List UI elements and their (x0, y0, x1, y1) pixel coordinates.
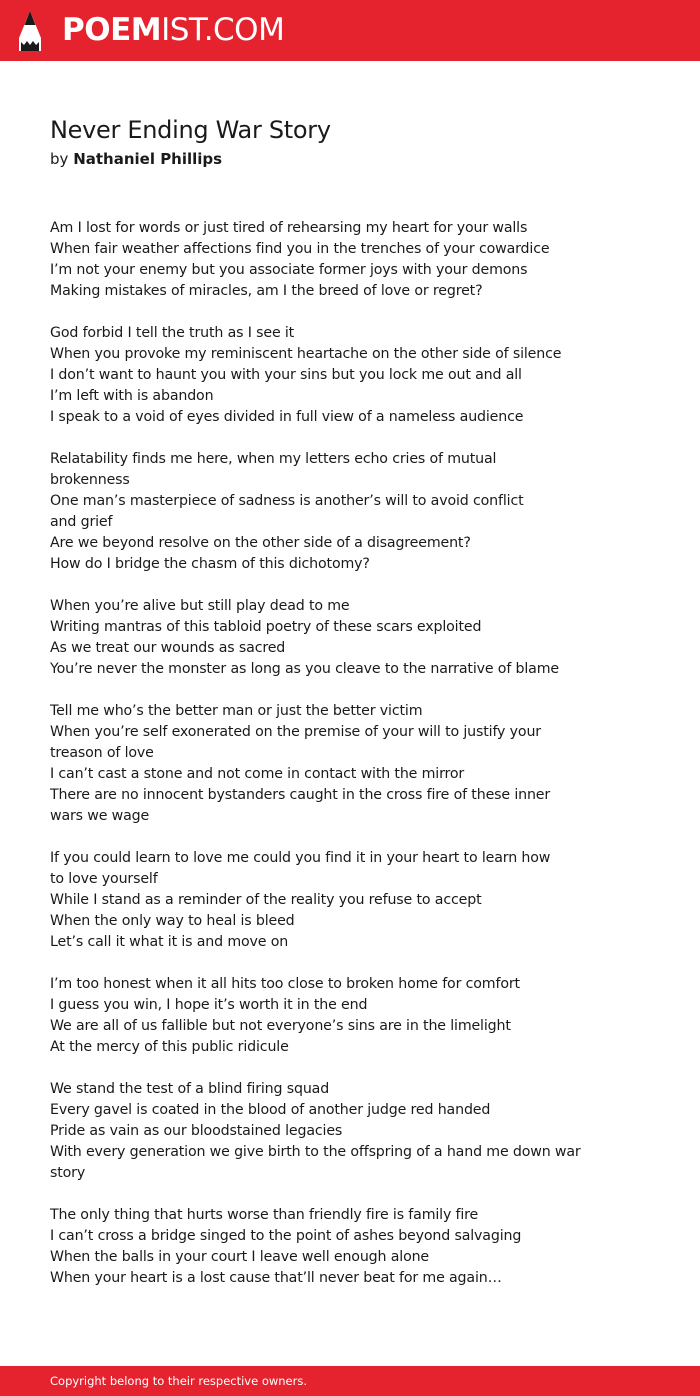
poem-line: treason of love (50, 745, 154, 761)
poem-stanza (50, 1079, 640, 1184)
logo-text-light: IST.COM (161, 12, 285, 48)
poem-line: story (50, 1165, 86, 1181)
poem-stanza (50, 596, 640, 680)
poem-stanza (50, 848, 640, 953)
poem-line: God forbid I tell the truth as I see it (50, 325, 295, 341)
poem-line: If you could learn to love me could you find it in your heart to learn how (50, 850, 551, 866)
poem-line: With every generation we give birth to the offspring of a hand me down war (50, 1144, 581, 1160)
poem-line: One man’s masterpiece of sadness is another’s will to avoid conflict (50, 493, 524, 509)
poem-line: I can’t cross a bridge singed to the point of ashes beyond salvaging (50, 1228, 522, 1244)
poem-stanza (50, 701, 640, 827)
poem-body (50, 218, 640, 1310)
poem-line: I’m not your enemy but you associate former joys with your demons (50, 262, 528, 278)
poem-line: When the only way to heal is bleed (50, 913, 295, 929)
poem-stanza (50, 218, 640, 302)
poem-line: wars we wage (50, 808, 150, 824)
poem-line: brokenness (50, 472, 130, 488)
poem-line: Pride as vain as our bloodstained legacies (50, 1123, 343, 1139)
site-footer (0, 1366, 700, 1396)
poem-line: Are we beyond resolve on the other side of a disagreement? (50, 535, 471, 551)
poem-line: When the balls in your court I leave well enough alone (50, 1249, 430, 1265)
poem-line: Every gavel is coated in the blood of another judge red handed (50, 1102, 491, 1118)
poem-title: Never Ending War Story (50, 116, 331, 144)
poem-line: I don’t want to haunt you with your sins but you lock me out and all (50, 367, 522, 383)
poem-stanza (50, 449, 640, 575)
poem-line: Writing mantras of this tabloid poetry of these scars exploited (50, 619, 482, 635)
poem-line: Let’s call it what it is and move on (50, 934, 289, 950)
poem-stanza (50, 323, 640, 428)
poem-stanza (50, 1205, 640, 1289)
poem-line: While I stand as a reminder of the reality you refuse to accept (50, 892, 482, 908)
poem-line: At the mercy of this public ridicule (50, 1039, 289, 1055)
poem-line: How do I bridge the chasm of this dichotomy? (50, 556, 370, 572)
pencil-tip-icon[interactable] (18, 10, 42, 52)
byline (50, 147, 222, 171)
poem-line: to love yourself (50, 871, 158, 887)
poem-line: When your heart is a lost cause that’ll never beat for me again… (50, 1270, 502, 1286)
poem-line: I’m too honest when it all hits too close to broken home for comfort (50, 976, 520, 992)
poem-line: I’m left with is abandon (50, 388, 214, 404)
poem-line: When fair weather affections find you in the trenches of your cowardice (50, 241, 550, 257)
poem-line: Relatability finds me here, when my letters echo cries of mutual (50, 451, 497, 467)
by-label: by (50, 150, 69, 168)
poem-line: There are no innocent bystanders caught in the cross fire of these inner (50, 787, 551, 803)
poem-line: We are all of us fallible but not everyone’s sins are in the limelight (50, 1018, 511, 1034)
poem-line: When you provoke my reminiscent heartache on the other side of silence (50, 346, 562, 362)
poem-line: Tell me who’s the better man or just the better victim (50, 703, 423, 719)
poem-line: When you’re self exonerated on the premise of your will to justify your (50, 724, 541, 740)
author-name: Nathaniel Phillips (73, 150, 223, 168)
poem-line: Am I lost for words or just tired of rehearsing my heart for your walls (50, 220, 528, 236)
poem-line: and grief (50, 514, 113, 530)
logo-text-bold: POEM (62, 12, 162, 48)
poem-line: I speak to a void of eyes divided in full view of a nameless audience (50, 409, 524, 425)
poem-line: Making mistakes of miracles, am I the breed of love or regret? (50, 283, 483, 299)
poem-line: When you’re alive but still play dead to me (50, 598, 350, 614)
site-logo[interactable] (62, 12, 284, 48)
copyright-notice: Copyright belong to their respective owners. (50, 1374, 308, 1388)
poem-line: I guess you win, I hope it’s worth it in the end (50, 997, 368, 1013)
poem-line: I can’t cast a stone and not come in contact with the mirror (50, 766, 465, 782)
poem-line: As we treat our wounds as sacred (50, 640, 286, 656)
site-header (0, 0, 700, 61)
poem-line: We stand the test of a blind firing squad (50, 1081, 330, 1097)
poem-stanza (50, 974, 640, 1058)
poem-line: You’re never the monster as long as you cleave to the narrative of blame (50, 661, 559, 677)
poem-line: The only thing that hurts worse than friendly fire is family fire (50, 1207, 479, 1223)
